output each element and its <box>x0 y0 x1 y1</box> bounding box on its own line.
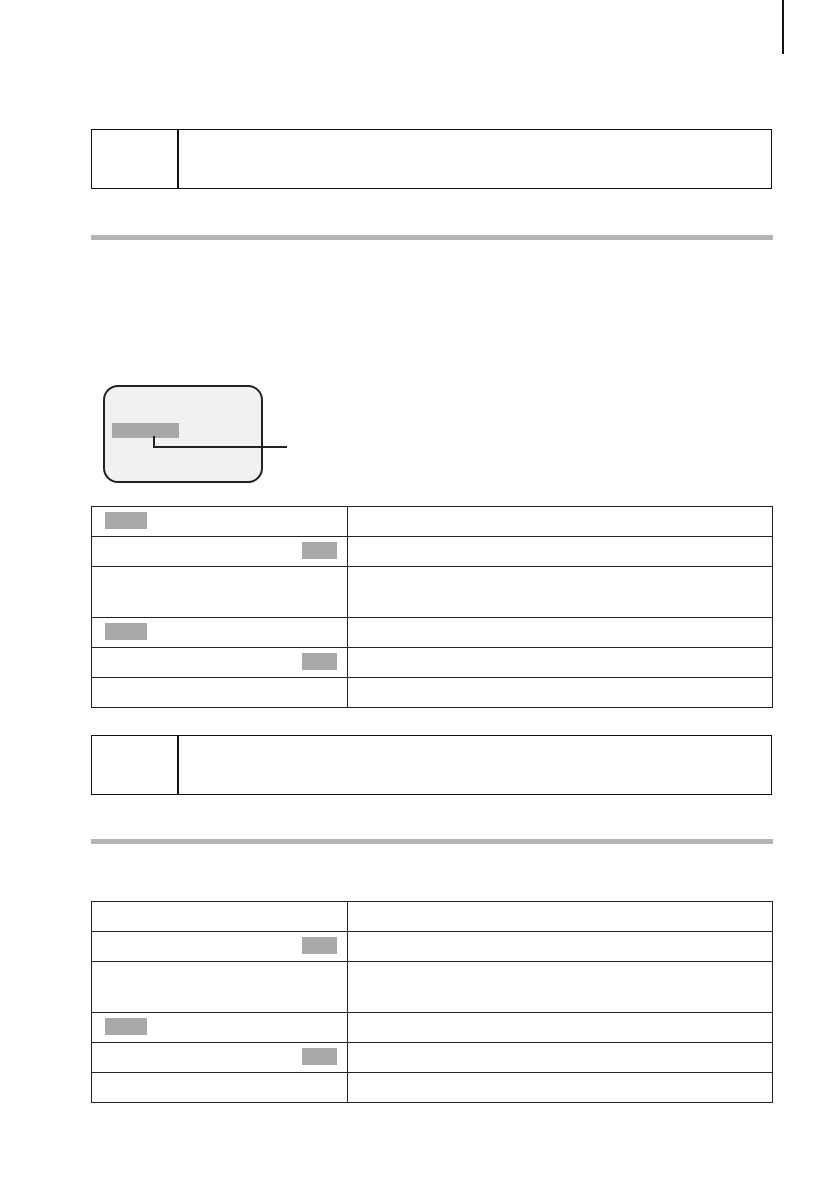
note-box-1 <box>91 129 772 189</box>
table-row <box>92 1013 773 1043</box>
table-row <box>92 567 773 618</box>
display-key-right[interactable] <box>302 1048 337 1065</box>
step-text <box>348 507 773 537</box>
step-text <box>348 1073 773 1103</box>
table-row <box>92 648 773 678</box>
note-divider <box>177 130 179 188</box>
display-key-right[interactable] <box>302 542 337 559</box>
section-rule-2 <box>91 839 773 844</box>
table-row <box>92 678 773 708</box>
section-rule-1 <box>91 235 773 240</box>
display-key-right[interactable] <box>302 653 337 670</box>
table-row <box>92 1073 773 1103</box>
step-text <box>348 537 773 567</box>
table-row <box>92 932 773 962</box>
step-text <box>348 962 773 1013</box>
step-text <box>348 1013 773 1043</box>
display-key-left[interactable] <box>105 512 147 529</box>
steps-table-2 <box>91 901 773 1103</box>
page-tab-marker <box>782 0 784 54</box>
table-row <box>92 507 773 537</box>
step-text <box>348 648 773 678</box>
display-softkey-highlight <box>112 423 179 438</box>
step-text <box>348 902 773 932</box>
step-text <box>348 567 773 618</box>
table-row <box>92 537 773 567</box>
table-row <box>92 962 773 1013</box>
step-text <box>348 932 773 962</box>
note-box-2 <box>91 735 772 795</box>
step-text <box>348 1043 773 1073</box>
step-text <box>348 618 773 648</box>
table-row <box>92 1043 773 1073</box>
note-divider <box>177 736 179 794</box>
display-key-right[interactable] <box>302 937 337 954</box>
step-text <box>348 678 773 708</box>
steps-table-1 <box>91 506 773 708</box>
table-row <box>92 618 773 648</box>
handset-display <box>103 385 263 483</box>
display-key-left[interactable] <box>105 1018 147 1035</box>
display-key-left[interactable] <box>105 623 147 640</box>
table-row <box>92 902 773 932</box>
callout-line-horizontal <box>153 446 287 448</box>
